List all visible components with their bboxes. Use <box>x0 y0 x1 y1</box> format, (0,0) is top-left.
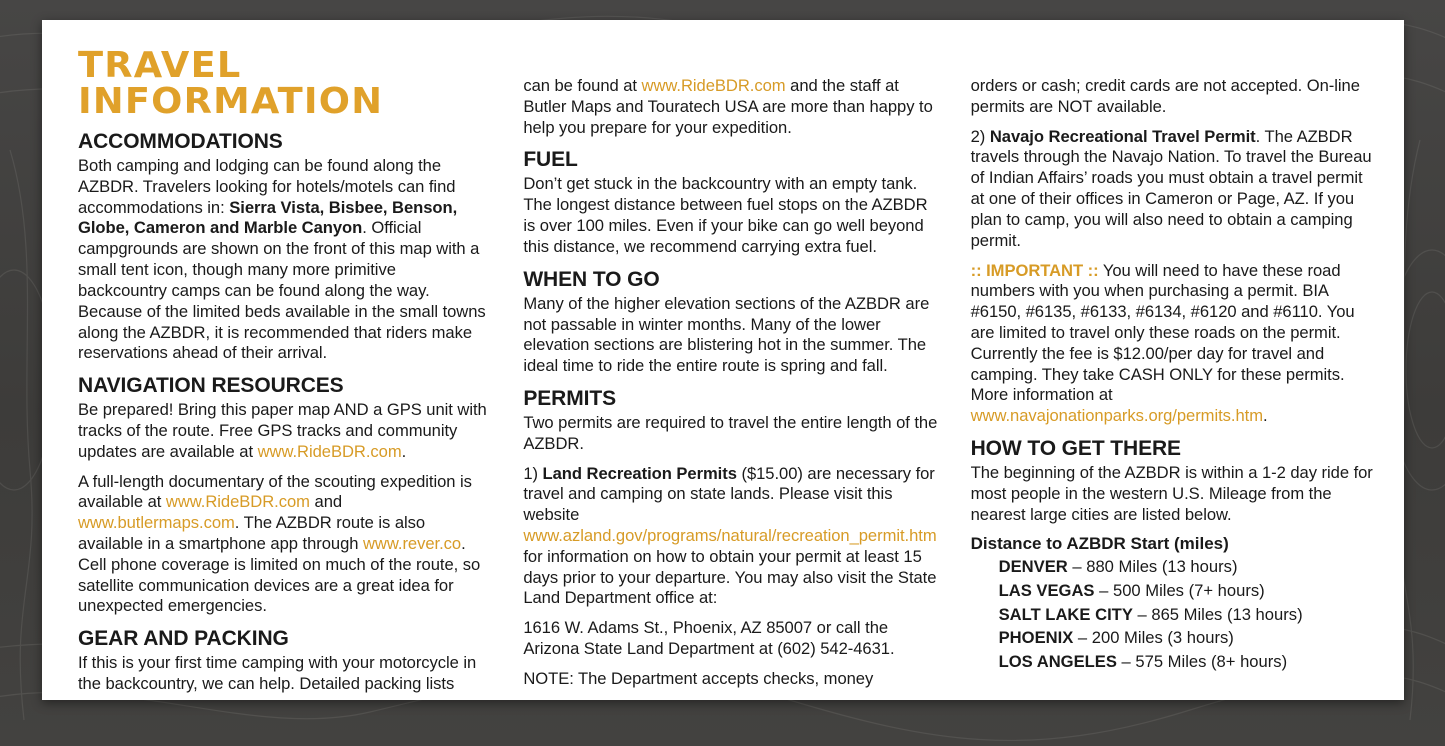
heading-when-to-go: WHEN TO GO <box>523 267 660 291</box>
heading-gear-and-packing: GEAR AND PACKING <box>78 627 289 651</box>
navigation-text-b: . <box>401 441 407 461</box>
gear-continued-paragraph <box>523 76 938 138</box>
accommodations-towns: Sierra Vista, Bisbee, Benson, Globe, Cameron and Marble Canyon <box>78 197 458 238</box>
permit-1-text-b: for information on how to obtain your permit at least 15 days prior to your departure. You may also visit the State Land Department office at: <box>523 546 937 608</box>
heading-fuel: FUEL <box>523 148 578 172</box>
distance-value: – 865 Miles (13 hours) <box>1132 604 1303 624</box>
column-two <box>513 36 960 690</box>
link-ridebdr-3[interactable]: www.RideBDR.com <box>641 76 786 95</box>
gear-paragraph: If this is your first time camping with your motorcycle in the backcountry, we can help. Detailed packing lists <box>78 653 477 694</box>
state-land-address: 1616 W. Adams St., Phoenix, AZ 85007 or call the Arizona State Land Department at (602) 542-4631. <box>523 618 895 659</box>
permit-1-number: 1) <box>523 463 543 483</box>
permits-note: NOTE: The Department accepts checks, money <box>523 668 874 688</box>
link-ridebdr-1[interactable]: www.RideBDR.com <box>257 441 402 461</box>
permits-intro-paragraph: Two permits are required to travel the entire length of the AZBDR. <box>523 412 938 453</box>
distance-city: SALT LAKE CITY <box>998 604 1133 624</box>
link-ridebdr-2[interactable]: www.RideBDR.com <box>165 492 310 512</box>
accommodations-paragraph <box>78 156 489 364</box>
documentary-text-b: and <box>309 492 343 512</box>
distance-city: LAS VEGAS <box>998 581 1095 600</box>
heading-how-to-get-there: HOW TO GET THERE <box>970 437 1181 460</box>
heading-navigation-resources: NAVIGATION RESOURCES <box>78 374 344 398</box>
permit-2-title: Navajo Recreational Travel Permit <box>989 126 1256 146</box>
when-to-go-paragraph: Many of the higher elevation sections of the AZBDR are not passable in winter months. Many of the lower elevation sections are blistering hot in the summer. The ideal time to ride the entire route is spring and fall. <box>523 293 930 376</box>
documentary-text-c: . The AZBDR route is also available in a smartphone app through <box>78 513 426 553</box>
columns-container <box>60 36 1388 694</box>
distance-list <box>971 556 1378 672</box>
permit-1-text-a: ($15.00) are necessary for travel and camping on state lands. Please visit this website <box>523 463 935 525</box>
distance-value: – 575 Miles (8+ hours) <box>1116 651 1288 671</box>
gear-cont-text-b: and the staff at Butler Maps and Touratech USA are more than happy to help you prepare for your expedition. <box>523 76 933 137</box>
accommodations-text-b: . Official campgrounds are shown on the front of this map with a small tent icon, though many more primitive backcountry camps can be found along the way. Because of the limited beds available in the small towns along the AZBDR, it is recommended that riders make reservations ahead of their arrival. <box>78 218 486 363</box>
distance-city: LOS ANGELES <box>998 651 1117 671</box>
list-item <box>999 580 1378 602</box>
distance-city: PHOENIX <box>998 628 1074 648</box>
documentary-text-d: . Cell phone coverage is limited on much of the route, so satellite communication devices are a great idea for unexpected emergencies. <box>78 534 481 616</box>
important-text-b: . <box>1262 406 1268 426</box>
distance-city: DENVER <box>998 557 1068 577</box>
permit-2-number: 2) <box>970 126 990 146</box>
permit-2-text: . The AZBDR travels through the Navajo Nation. To travel the Bureau of Indian Affairs’ roads you must obtain a travel permit at one of their offices in Cameron or Page, AZ. If you plan to camp, you will also need to obtain a camping permit. <box>970 126 1372 250</box>
documentary-text-a: A full-length documentary of the scouting expedition is available at <box>78 471 472 512</box>
column-one <box>60 36 513 694</box>
distance-list-heading: Distance to AZBDR Start (miles) <box>970 534 1229 554</box>
link-butlermaps[interactable]: www.butlermaps.com <box>78 513 235 533</box>
link-navajonationparks[interactable]: www.navajonationparks.org/permits.htm <box>970 406 1263 426</box>
heading-accommodations: ACCOMMODATIONS <box>78 130 283 153</box>
fuel-paragraph: Don’t get stuck in the backcountry with an empty tank. The longest distance between fuel stops on the AZBDR is over 100 miles. Even if your bike can go well beyond this distance, we recommend carrying extra fuel. <box>523 174 928 256</box>
travel-information-card <box>42 20 1404 700</box>
list-item <box>999 627 1378 649</box>
navigation-paragraph-1 <box>78 400 489 462</box>
permit-item-2 <box>971 127 1378 252</box>
list-item <box>999 556 1378 578</box>
important-label: :: IMPORTANT :: <box>970 260 1099 280</box>
accommodations-text-a: Both camping and lodging can be found along the AZBDR. Travelers looking for hotels/motels can find accommodations in: <box>78 156 456 217</box>
permit-1-title: Land Recreation Permits <box>542 463 737 483</box>
column-three <box>961 36 1388 690</box>
navigation-text-a: Be prepared! Bring this paper map AND a GPS unit with tracks of the route. Free GPS tracks and community updates are available at <box>78 400 487 461</box>
link-rever[interactable]: www.rever.co <box>363 534 462 553</box>
how-to-get-there-paragraph: The beginning of the AZBDR is within a 1-2 day ride for most people in the western U.S. Mileage from the nearest large cities are listed below. <box>970 463 1373 524</box>
important-text-a: You will need to have these road numbers with you when purchasing a permit. BIA #6150, #6135, #6133, #6134, #6120 and #6110. You are limited to travel only these roads on the permit. Currently the fee is $12.00/per day for travel and camping. They take CASH ONLY for these permits. More information at <box>970 260 1355 405</box>
distance-value: – 880 Miles (13 hours) <box>1067 557 1238 577</box>
permit-item-1 <box>523 464 938 610</box>
page-title: TRAVEL INFORMATION <box>78 45 384 122</box>
link-azland-permit[interactable]: www.azland.gov/programs/natural/recreation_permit.htm <box>523 526 937 545</box>
distance-value: – 500 Miles (7+ hours) <box>1094 581 1265 600</box>
list-item <box>999 651 1378 673</box>
distance-value: – 200 Miles (3 hours) <box>1073 628 1234 648</box>
gear-cont-text-a: can be found at <box>523 76 642 95</box>
list-item <box>999 604 1378 626</box>
important-notice <box>971 261 1378 428</box>
navigation-paragraph-2 <box>78 472 489 618</box>
heading-permits: PERMITS <box>523 386 616 410</box>
permits-note-continued: orders or cash; credit cards are not accepted. On-line permits are NOT available. <box>970 76 1360 116</box>
